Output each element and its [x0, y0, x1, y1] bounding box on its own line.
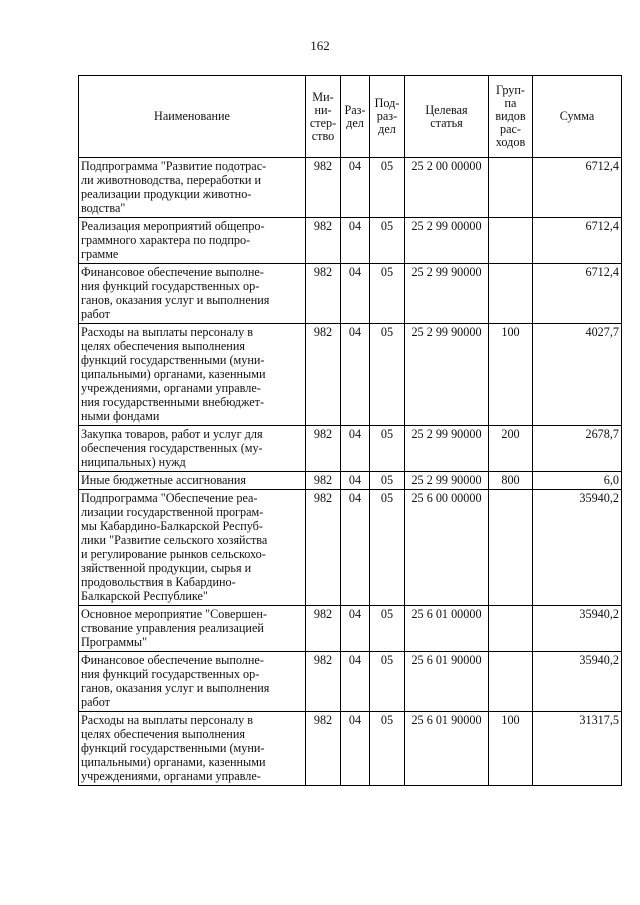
- cell-subsection: 05: [370, 472, 405, 490]
- cell-name: Иные бюджетные ассигнования: [79, 472, 306, 490]
- cell-subsection: 05: [370, 652, 405, 712]
- table-row: [79, 652, 622, 712]
- cell-group: [489, 218, 533, 264]
- header-name: Наименование: [79, 76, 306, 158]
- cell-sum: 6712,4: [533, 218, 622, 264]
- cell-ministry: 982: [306, 606, 341, 652]
- cell-name: Реализация мероприятий общепро- граммного характера по подпро- грамме: [79, 218, 306, 264]
- cell-subsection: 05: [370, 324, 405, 426]
- cell-section: 04: [341, 218, 370, 264]
- cell-name: Подпрограмма "Развитие подотрас- ли животноводства, переработки и реализации продукции животно- водства": [79, 158, 306, 218]
- table-row: [79, 158, 622, 218]
- cell-group: 100: [489, 324, 533, 426]
- cell-ministry: 982: [306, 158, 341, 218]
- cell-target: 25 6 00 00000: [405, 490, 489, 606]
- cell-ministry: 982: [306, 712, 341, 786]
- cell-target: 25 2 99 90000: [405, 426, 489, 472]
- table-row: [79, 218, 622, 264]
- cell-sum: 6712,4: [533, 158, 622, 218]
- cell-name: Финансовое обеспечение выполне- ния функций государственных ор- ганов, оказания услуг и выполнения работ: [79, 652, 306, 712]
- cell-name: Финансовое обеспечение выполне- ния функций государственных ор- ганов, оказания услуг и выполнения работ: [79, 264, 306, 324]
- cell-sum: 35940,2: [533, 652, 622, 712]
- cell-name: Расходы на выплаты персоналу в целях обеспечения выполнения функций государственными (муни- ципальными) органами, казенными учреждениями, органами управле- ния государственными внебюджет- ными фондами: [79, 324, 306, 426]
- page-number: 162: [310, 38, 330, 53]
- cell-sum: 6,0: [533, 472, 622, 490]
- cell-sum: 6712,4: [533, 264, 622, 324]
- table-row: [79, 712, 622, 786]
- table-row: [79, 324, 622, 426]
- cell-target: 25 6 01 00000: [405, 606, 489, 652]
- cell-group: [489, 652, 533, 712]
- cell-section: 04: [341, 652, 370, 712]
- header-group: Груп- па видов рас- ходов: [489, 76, 533, 158]
- cell-subsection: 05: [370, 264, 405, 324]
- cell-sum: 4027,7: [533, 324, 622, 426]
- header-row: [79, 76, 622, 158]
- header-ministry: Ми- ни- стер- ство: [306, 76, 341, 158]
- cell-section: 04: [341, 324, 370, 426]
- cell-target: 25 2 99 90000: [405, 324, 489, 426]
- table-row: [79, 426, 622, 472]
- table-row: [79, 606, 622, 652]
- cell-subsection: 05: [370, 218, 405, 264]
- cell-ministry: 982: [306, 472, 341, 490]
- budget-table: [78, 75, 622, 786]
- cell-section: 04: [341, 490, 370, 606]
- cell-name: Закупка товаров, работ и услуг для обеспечения государственных (му- ниципальных) нужд: [79, 426, 306, 472]
- cell-target: 25 2 99 90000: [405, 264, 489, 324]
- cell-subsection: 05: [370, 606, 405, 652]
- cell-target: 25 6 01 90000: [405, 652, 489, 712]
- header-target: Целевая статья: [405, 76, 489, 158]
- cell-group: 200: [489, 426, 533, 472]
- cell-section: 04: [341, 264, 370, 324]
- cell-group: [489, 606, 533, 652]
- cell-section: 04: [341, 158, 370, 218]
- table-row: [79, 472, 622, 490]
- cell-section: 04: [341, 606, 370, 652]
- cell-target: 25 2 99 90000: [405, 472, 489, 490]
- cell-name: Подпрограмма "Обеспечение реа- лизации государственной програм- мы Кабардино-Балкарской Респуб- лики "Развитие сельского хозяйства и регулирование рынков сельскохо- зяйственной продукции, сырья и продовольствия в Кабардино- Балкарской Республике": [79, 490, 306, 606]
- header-section: Раз- дел: [341, 76, 370, 158]
- cell-subsection: 05: [370, 158, 405, 218]
- cell-target: 25 6 01 90000: [405, 712, 489, 786]
- cell-target: 25 2 99 00000: [405, 218, 489, 264]
- header-sum: Сумма: [533, 76, 622, 158]
- cell-sum: 31317,5: [533, 712, 622, 786]
- cell-group: [489, 490, 533, 606]
- cell-ministry: 982: [306, 264, 341, 324]
- cell-group: [489, 158, 533, 218]
- cell-ministry: 982: [306, 652, 341, 712]
- cell-section: 04: [341, 426, 370, 472]
- cell-name: Расходы на выплаты персоналу в целях обеспечения выполнения функций государственными (муни- ципальными) органами, казенными учреждениями, органами управле-: [79, 712, 306, 786]
- cell-subsection: 05: [370, 490, 405, 606]
- header-subsection: Под- раз- дел: [370, 76, 405, 158]
- cell-sum: 35940,2: [533, 606, 622, 652]
- cell-ministry: 982: [306, 218, 341, 264]
- cell-subsection: 05: [370, 712, 405, 786]
- cell-section: 04: [341, 712, 370, 786]
- cell-section: 04: [341, 472, 370, 490]
- cell-group: 800: [489, 472, 533, 490]
- cell-name: Основное мероприятие "Совершен- ствование управления реализацией Программы": [79, 606, 306, 652]
- cell-subsection: 05: [370, 426, 405, 472]
- cell-group: 100: [489, 712, 533, 786]
- cell-group: [489, 264, 533, 324]
- cell-sum: 2678,7: [533, 426, 622, 472]
- cell-ministry: 982: [306, 324, 341, 426]
- table-row: [79, 264, 622, 324]
- cell-ministry: 982: [306, 490, 341, 606]
- table-row: [79, 490, 622, 606]
- cell-sum: 35940,2: [533, 490, 622, 606]
- cell-target: 25 2 00 00000: [405, 158, 489, 218]
- cell-ministry: 982: [306, 426, 341, 472]
